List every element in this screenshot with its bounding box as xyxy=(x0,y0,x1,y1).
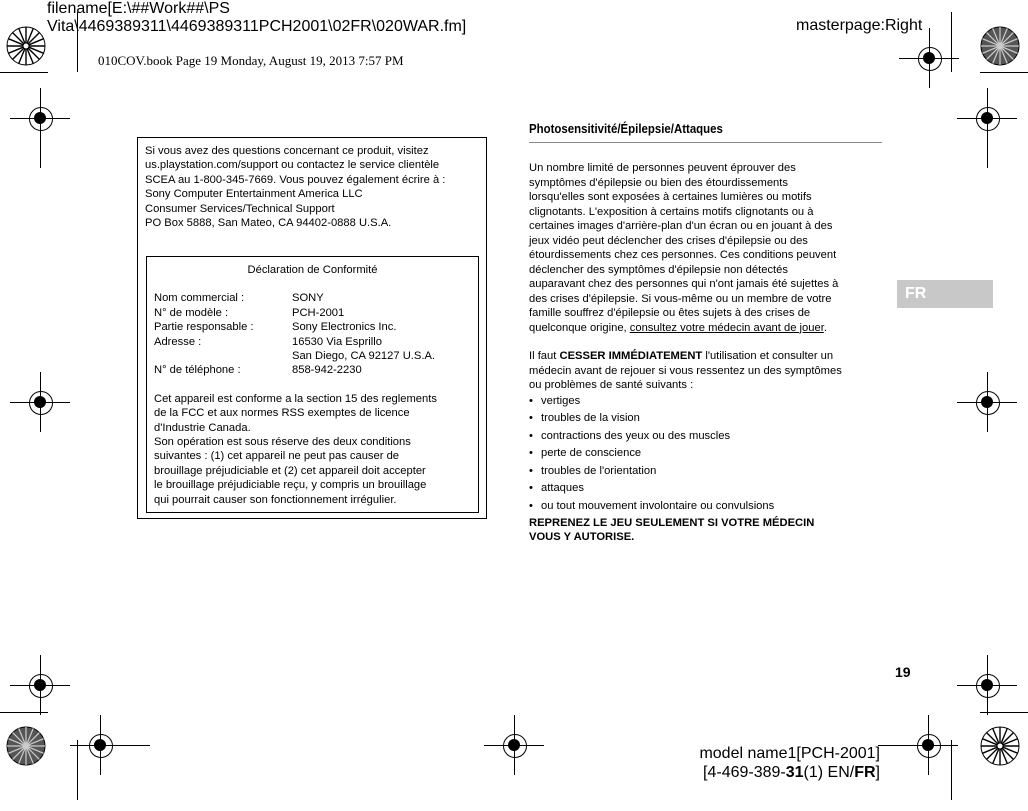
star-target-top-left xyxy=(6,26,46,66)
conditions-line: brouillage préjudiciable et (2) cet appareil doit accepter xyxy=(154,464,426,477)
contact-line: Consumer Services/Technical Support xyxy=(145,202,335,215)
warning-paragraph-2: Il faut CESSER IMMÉDIATEMENT l'utilisation et consulter un médecin avant de rejouer si vous ressentez un des symptômes ou problèmes de santé suivants : xyxy=(529,350,842,391)
warning-line: des crises d'épilepsie. Si vous-même ou un membre de votre xyxy=(529,292,832,305)
trim-line xyxy=(951,12,952,72)
book-info: 010COV.book Page 19 Monday, August 19, 2013 7:57 PM xyxy=(98,53,404,68)
crosshair-mark-bottom-right xyxy=(957,655,1017,715)
filename-label xyxy=(47,0,466,36)
filename-line-2: Vita\4469389311\4469389311PCH2001\02FR\020WAR.fm] xyxy=(47,18,467,35)
conditions-line: Son opération est sous réserve des deux conditions xyxy=(154,436,411,449)
operation-conditions-text xyxy=(154,435,471,507)
stop-immediately-text: CESSER IMMÉDIATEMENT xyxy=(559,350,703,362)
contact-line: Sony Computer Entertainment America LLC xyxy=(145,188,363,201)
declaration-box xyxy=(146,256,479,513)
crosshair-mark-bottom-a xyxy=(70,715,130,775)
conditions-line: qui pourrait causer son fonctionnement irrégulier. xyxy=(154,493,397,506)
language-tab: FR xyxy=(897,280,993,308)
crosshair-mark-bottom-b xyxy=(898,715,958,775)
consult-doctor-text: consultez votre médecin avant de jouer xyxy=(629,321,824,334)
declaration-value: Sony Electronics Inc. xyxy=(292,321,397,334)
declaration-key: Adresse : xyxy=(154,335,202,348)
declaration-value: 858-942-2230 xyxy=(292,364,362,377)
footer-model-line: model name1[PCH-2001] xyxy=(699,745,880,762)
contact-line: PO Box 5888, San Mateo, CA 94402-0888 U.S.A. xyxy=(145,217,392,230)
closing-warning: REPRENEZ LE JEU SEULEMENT SI VOTRE MÉDECIN VOUS Y AUTORISE. xyxy=(529,516,815,544)
list-item: • vertiges xyxy=(529,393,881,411)
conditions-line: suivantes : (1) cet appareil ne peut pas causer de xyxy=(154,450,400,463)
contact-box xyxy=(137,137,487,519)
declaration-value: San Diego, CA 92127 U.S.A. xyxy=(292,350,436,363)
crosshair-mark-mid-right xyxy=(957,372,1017,432)
declaration-row xyxy=(154,349,471,363)
warning-line: jeux vidéo peut déclencher des crises d'épilepsie ou des xyxy=(529,234,808,247)
contact-line: Si vous avez des questions concernant ce produit, visitez xyxy=(145,145,429,157)
crosshair-mark-top-left xyxy=(10,88,70,148)
crosshair-mark-top-right xyxy=(957,88,1017,148)
star-target-top-right xyxy=(980,26,1020,66)
fcc-compliance-text xyxy=(154,392,471,435)
declaration-row xyxy=(154,291,471,305)
declaration-key: N° de téléphone : xyxy=(154,364,241,377)
list-item: • contractions des yeux ou des muscles xyxy=(529,428,881,446)
trim-line xyxy=(980,72,1028,73)
declaration-row xyxy=(154,306,471,320)
declaration-row xyxy=(154,320,471,334)
star-target-bottom-right xyxy=(980,726,1020,766)
symptoms-list xyxy=(529,393,881,516)
declaration-key: Nom commercial : xyxy=(154,292,245,305)
declaration-title: Déclaration de Conformité xyxy=(247,264,378,276)
warning-line: clignotants. L'exposition à certains motifs clignotants ou à xyxy=(529,205,814,218)
declaration-value: 16530 Via Esprillo xyxy=(292,335,382,348)
masterpage-label: masterpage:Right xyxy=(796,17,923,34)
warning-line: lorsqu'elles sont exposées à certaines lumières ou motifs xyxy=(529,191,812,203)
warning-line: famille souffrez d'épilepsie ou êtes sujets à des crises de xyxy=(529,307,811,319)
trim-line xyxy=(951,740,952,800)
footer-part-number: [4-469-389-31(1) EN/FR] xyxy=(703,764,880,781)
contact-text xyxy=(145,144,479,230)
warning-line: symptômes d'épilepsie ou bien des étourdissements xyxy=(529,176,788,189)
declaration-value: PCH-2001 xyxy=(292,306,345,319)
declaration-row xyxy=(154,335,471,349)
warning-line: médecin avant de rejouer si vous ressentez un des symptômes xyxy=(529,364,842,377)
crosshair-mark-bottom-center xyxy=(484,715,544,775)
fcc-line: de la FCC et aux normes RSS exemptes de licence xyxy=(154,407,410,420)
warning-line: déclencher des symptômes d'épilepsie non détectés xyxy=(529,263,788,276)
page-number: 19 xyxy=(895,664,911,680)
warning-line: quelconque origine, xyxy=(529,321,630,334)
section-heading: Photosensitivité/Épilepsie/Attaques xyxy=(529,120,882,143)
trim-line xyxy=(0,72,48,73)
warning-line: auparavant chez des personnes qui n'ont jamais été sujettes à xyxy=(529,278,839,290)
filename-line-1: filename[E:\##Work##\PS xyxy=(47,0,230,17)
star-target-bottom-left xyxy=(6,726,46,766)
warning-paragraph-1: Un nombre limité de personnes peuvent éprouver des symptômes d'épilepsie ou bien des étourdissements lorsqu'elles sont exposées à certaines lumières ou motifs clignotants. L'exposition à certains motifs clignotants ou à certaines images d'arrière-plan d'un écran ou en jouant à des jeux vidéo peut déclencher des crises d'épilepsie ou des étourdissements chez ces personnes. Ces conditions peuvent déclencher des symptômes d'épilepsie non détectés auparavant chez des personnes qui n'ont jamais été sujettes à des crises d'épilepsie. Si vous-même ou un membre de votre famille souffrez d'épilepsie ou êtes sujets à des crises de quelconque origine, consultez votre médecin avant de jouer. xyxy=(529,162,839,334)
list-item: • perte de conscience xyxy=(529,445,881,463)
warning-line: ou problèmes de santé suivants : xyxy=(529,379,694,391)
warning-line: Un nombre limité de personnes peuvent éprouver des xyxy=(529,162,796,174)
declaration-key: N° de modèle : xyxy=(154,306,229,319)
trim-line xyxy=(0,712,48,713)
conditions-line: le brouillage préjudiciable reçu, y compris un brouillage xyxy=(154,479,427,492)
warning-line: étourdissements chez ces personnes. Ces conditions peuvent xyxy=(529,249,837,261)
declaration-key: Partie responsable : xyxy=(154,321,254,334)
footer-model-info xyxy=(699,744,880,782)
crosshair-mark-mid-left xyxy=(10,372,70,432)
list-item: • attaques xyxy=(529,480,881,498)
list-item: • ou tout mouvement involontaire ou convulsions xyxy=(529,498,881,516)
contact-line: SCEA au 1-800-345-7669. Vous pouvez également écrire à : xyxy=(145,173,446,186)
declaration-row xyxy=(154,363,471,377)
list-item: • troubles de l'orientation xyxy=(529,463,881,481)
fcc-line: Cet appareil est conforme a la section 15 des reglements xyxy=(154,392,437,405)
list-item: • troubles de la vision xyxy=(529,410,881,428)
crosshair-mark-top-mid xyxy=(899,28,959,88)
trim-line xyxy=(980,712,1028,713)
fcc-line: d'Industrie Canada. xyxy=(154,421,251,434)
warning-line: certaines images d'arrière-plan d'un écran ou en jouant à des xyxy=(529,220,833,232)
declaration-key xyxy=(154,349,292,363)
photosensitivity-section xyxy=(529,120,881,545)
contact-line: us.playstation.com/support ou contactez le service clientèle xyxy=(145,159,440,172)
trim-line xyxy=(77,740,78,800)
declaration-value: SONY xyxy=(292,292,324,305)
crosshair-mark-bottom-left xyxy=(10,655,70,715)
